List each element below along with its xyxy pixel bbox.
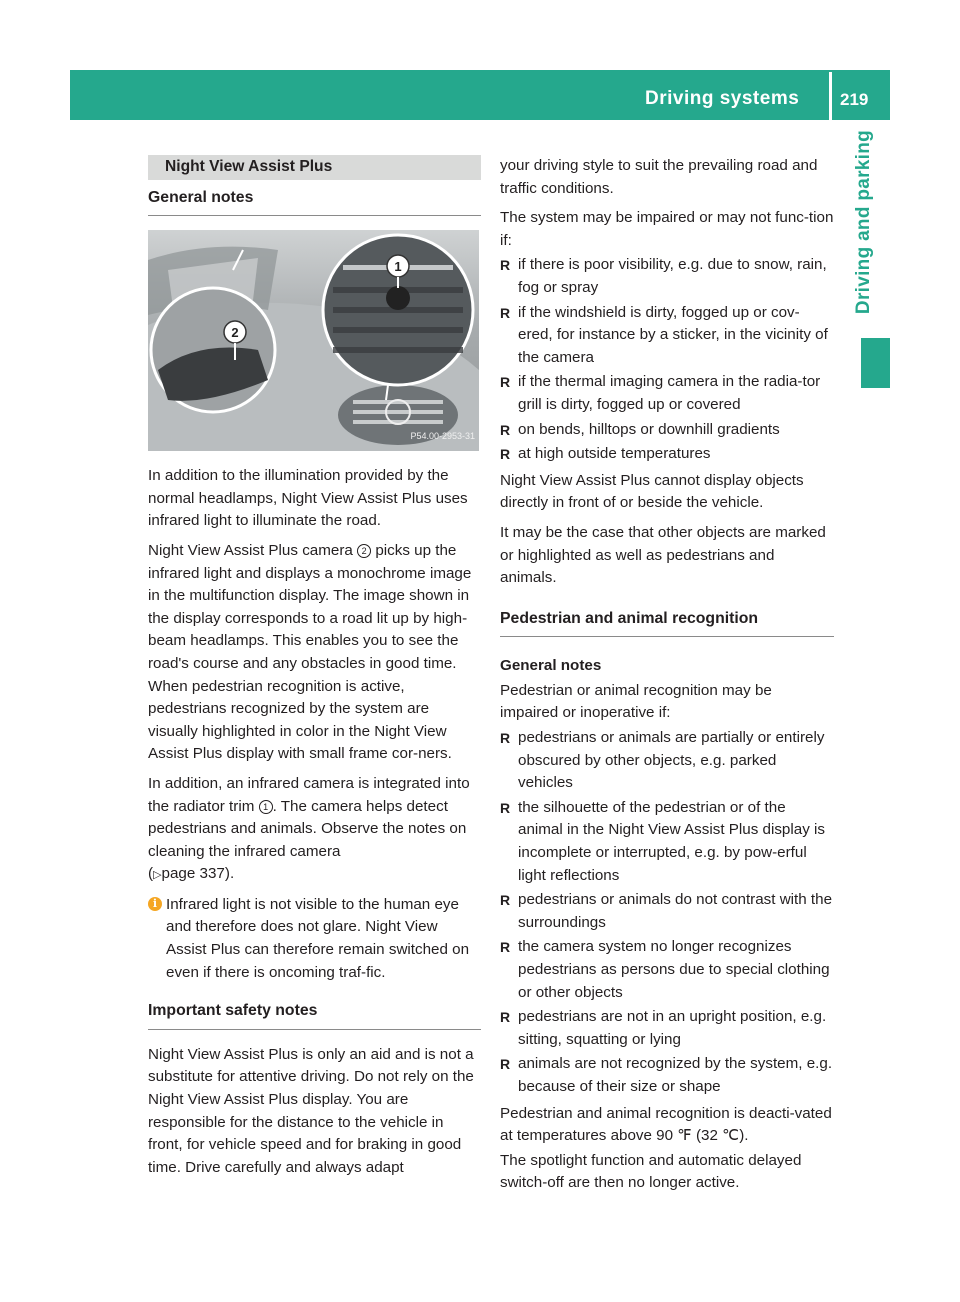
- info-icon: i: [148, 897, 162, 911]
- list-item-text: animals are not recognized by the system, e.g. because of their size or shape: [518, 1055, 833, 1095]
- paragraph-spotlight: The spotlight function and automatic delayed switch-off are then no longer active.: [500, 1151, 802, 1192]
- header-title: Driving systems: [645, 88, 800, 109]
- bullet-icon: R: [500, 1056, 511, 1073]
- car-camera-figure: [148, 230, 479, 451]
- paragraph-intro: In addition to the illumination provided by the normal headlamps, Night View Assist Plus uses infrared light to illuminate the road.: [148, 467, 468, 530]
- paragraph-radiator-text-2: . The camera helps detect pedestrians and animals. Observe the notes on cleaning the infrared camera: [148, 797, 467, 860]
- bullet-icon: R: [500, 1009, 511, 1026]
- list-item: [500, 1006, 834, 1051]
- continued-text: your driving style to suit the prevailing road and traffic conditions.: [500, 157, 818, 197]
- list-item-text: pedestrians or animals are partially or entirely obscured by other objects, e.g. parked vehicles: [518, 729, 825, 792]
- info-note: [148, 894, 481, 984]
- paragraph-camera-text: Night View Assist Plus camera: [148, 541, 353, 559]
- list-item: [500, 889, 834, 934]
- bullet-icon: R: [500, 446, 511, 463]
- side-tab-marker: [861, 338, 890, 388]
- list-item-text: pedestrians or animals do not contrast with the surroundings: [518, 891, 833, 931]
- paragraph-radiator-text: In addition, an infrared camera is integrated into the radiator trim: [148, 774, 470, 815]
- list-item: [500, 443, 834, 466]
- page-ref-arrow-icon: ▷: [153, 869, 162, 882]
- bullet-icon: R: [500, 799, 511, 816]
- list-item-text: at high outside temperatures: [518, 445, 711, 463]
- callout-2: 2: [231, 325, 239, 341]
- paragraph-display: Night View Assist Plus cannot display objects directly in front of or beside the vehicle.: [500, 471, 804, 512]
- pedestrian-list: [500, 727, 834, 1099]
- side-tab-label: Driving and parking: [853, 129, 874, 315]
- right-column: [500, 155, 834, 1202]
- bullet-icon: R: [500, 257, 511, 274]
- page-ref-open: (: [148, 865, 154, 883]
- paragraph-deactivated: Pedestrian and animal recognition is deacti-vated at temperatures above 90 ℉ (32 ℃).: [500, 1104, 832, 1145]
- list-item-text: if the windshield is dirty, fogged up or cov-ered, for instance by a sticker, in the vicinity of the camera: [518, 303, 828, 366]
- pedestrian-heading: Pedestrian and animal recognition: [500, 608, 834, 638]
- list-item: [500, 254, 834, 299]
- list-item-text: the silhouette of the pedestrian or of the animal in the Night View Assist Plus display is incomplete or interrupted, e.g. by pow-erful light reflections: [518, 798, 825, 884]
- paragraph-camera: [148, 540, 481, 766]
- bullet-icon: R: [500, 892, 511, 909]
- impaired-intro: The system may be impaired or may not func-tion if:: [500, 209, 834, 249]
- pedestrian-intro: Pedestrian or animal recognition may be impaired or inoperative if:: [500, 681, 772, 722]
- paragraph-radiator: [148, 773, 481, 887]
- list-item: [500, 419, 834, 442]
- left-column: [148, 155, 481, 1186]
- safety-text: Night View Assist Plus is only an aid and is not a substitute for attentive driving. Do not rely on the Night View Assist Plus display. You are responsible for the distance to the vehicle in front, for vehicle speed and for braking in good time. Drive carefully and always adapt: [148, 1045, 474, 1176]
- figure-code: P54.00-2953-31: [410, 430, 475, 441]
- safety-heading: Important safety notes: [148, 1000, 481, 1030]
- header-divider: [829, 72, 832, 120]
- car-illustration: [148, 230, 479, 451]
- list-item-text: pedestrians are not in an upright position, e.g. sitting, squatting or lying: [518, 1008, 827, 1048]
- list-item: [500, 302, 834, 370]
- paragraph-camera-text-2: picks up the infrared light and displays a monochrome image in the multifunction display. The image shown in the display corresponds to a road lit up by high-beam headlamps. This enables you to see the road's course and any obstacles in good time. When pedestrian recognition is active, pedestrians recognized by the system are visually highlighted in color in the Night View Assist Plus display with small frame cor-ners.: [148, 541, 472, 763]
- callout-2-inline: 2: [357, 544, 371, 558]
- list-item: [500, 1053, 834, 1098]
- bullet-icon: R: [500, 374, 511, 391]
- pedestrian-general-heading: General notes: [500, 657, 602, 675]
- list-item-text: if there is poor visibility, e.g. due to snow, rain, fog or spray: [518, 256, 827, 296]
- list-item: [500, 371, 834, 416]
- callout-1-inline: 1: [259, 800, 273, 814]
- list-item: [500, 936, 834, 1004]
- general-notes-heading: General notes: [148, 187, 481, 217]
- page-ref-close: ).: [224, 865, 235, 883]
- bullet-icon: R: [500, 304, 511, 321]
- list-item: [500, 797, 834, 887]
- list-item: [500, 727, 834, 795]
- list-item-text: the camera system no longer recognizes pedestrians as persons due to special clothing or other objects: [518, 938, 830, 1001]
- bullet-icon: R: [500, 939, 511, 956]
- page-number: 219: [840, 90, 869, 109]
- list-item-text: on bends, hilltops or downhill gradients: [518, 420, 780, 438]
- info-text: Infrared light is not visible to the human eye and therefore does not glare. Night View Assist Plus can therefore remain switched on even if there is oncoming traf-fic.: [166, 895, 470, 981]
- impaired-list: [500, 254, 834, 465]
- bullet-icon: R: [500, 730, 511, 747]
- paragraph-marked: It may be the case that other objects are marked or highlighted as well as pedestrians and animals.: [500, 523, 826, 587]
- list-item-text: if the thermal imaging camera in the radia-tor grill is dirty, fogged up or covered: [518, 373, 821, 413]
- page-ref-link[interactable]: page 337: [161, 865, 225, 883]
- bullet-icon: R: [500, 421, 511, 438]
- section-title: Night View Assist Plus: [148, 155, 481, 180]
- callout-1: 1: [394, 259, 402, 275]
